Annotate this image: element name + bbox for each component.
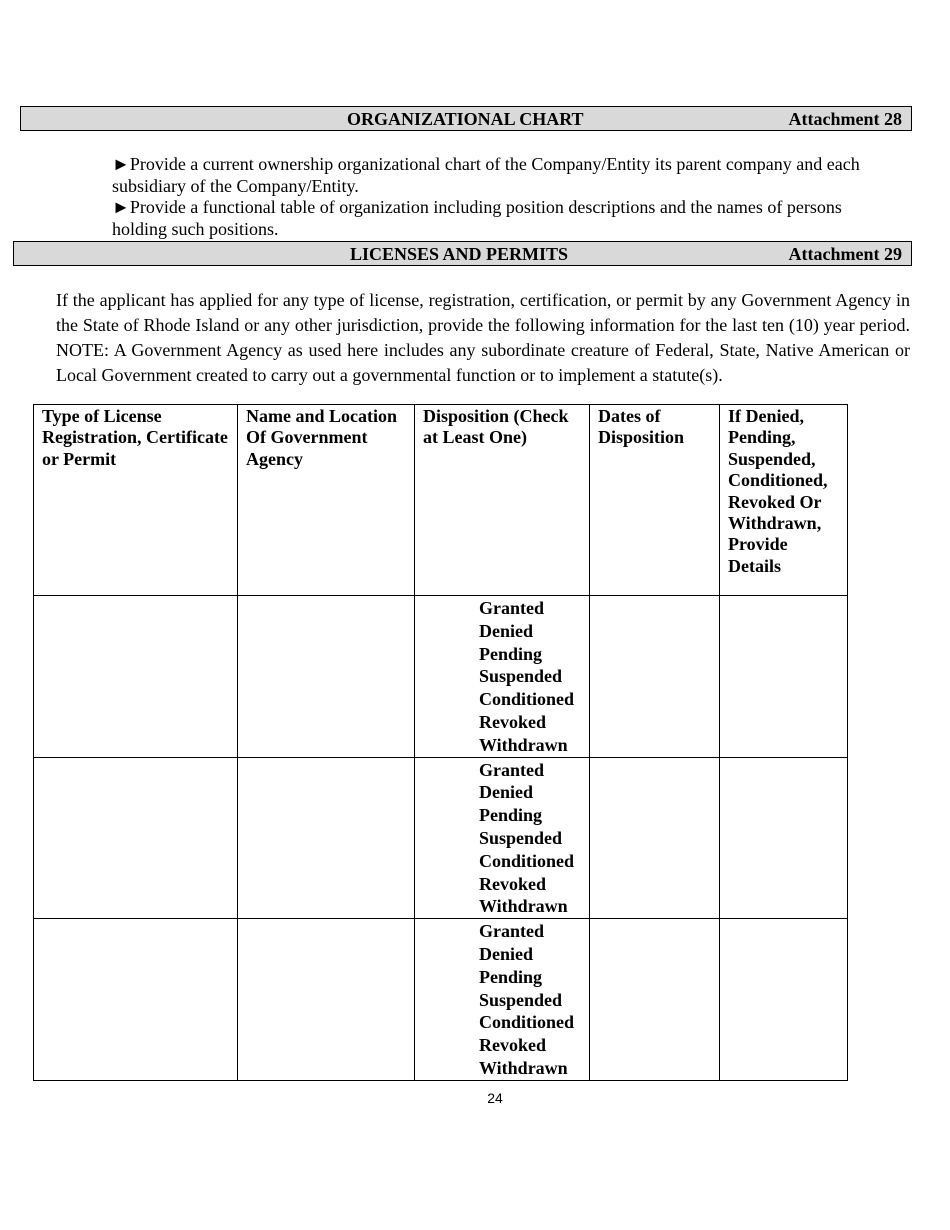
attachment-label: Attachment 28: [788, 109, 902, 129]
disposition-option[interactable]: Withdrawn: [479, 1057, 568, 1078]
disposition-cell: [415, 919, 590, 1081]
details-cell[interactable]: [720, 757, 848, 919]
license-type-cell[interactable]: [34, 596, 238, 758]
disposition-options: [415, 758, 589, 919]
agency-cell[interactable]: [238, 919, 415, 1081]
page-number: 24: [487, 1090, 503, 1106]
disposition-option[interactable]: Pending: [479, 643, 543, 664]
disposition-option[interactable]: Denied: [479, 943, 533, 964]
details-cell[interactable]: [720, 919, 848, 1081]
section-title: LICENSES AND PERMITS: [350, 244, 569, 264]
disposition-option[interactable]: Denied: [479, 782, 533, 803]
dates-cell[interactable]: [590, 757, 720, 919]
disposition-option[interactable]: Pending: [479, 805, 543, 826]
disposition-cell: [415, 596, 590, 758]
disposition-option[interactable]: Conditioned: [479, 689, 575, 710]
instruction-bullet: ►Provide a functional table of organization including position descriptions and the names of persons holding such positions.: [112, 197, 842, 239]
disposition-option[interactable]: Suspended: [479, 827, 563, 848]
attachment-label: Attachment 29: [788, 244, 902, 264]
disposition-cell: [415, 757, 590, 919]
details-cell[interactable]: [720, 596, 848, 758]
disposition-option[interactable]: Conditioned: [479, 1012, 575, 1033]
header-disposition: Disposition (Check at Least One): [415, 405, 590, 596]
license-type-cell[interactable]: [34, 757, 238, 919]
instruction-bullet: ►Provide a current ownership organizational chart of the Company/Entity its parent company and each subsidiary of the Company/Entity.: [112, 154, 860, 196]
header-details: If Denied, Pending, Suspended, Conditioned, Revoked Or Withdrawn, Provide Details: [720, 405, 848, 596]
disposition-option[interactable]: Granted: [479, 598, 544, 618]
agency-cell[interactable]: [238, 596, 415, 758]
dates-cell[interactable]: [590, 596, 720, 758]
intro-paragraph: If the applicant has applied for any type of license, registration, certification, or permit by any Government Agency in the State of Rhode Island or any other jurisdiction, provide the following information for the last ten (10) year period. NOTE: A Government Agency as used here includes any subordinate creature of Federal, State, Native American or Local Government created to carry out a governmental function or to implement a statute(s).: [56, 290, 910, 385]
table-header-row: [34, 405, 848, 596]
disposition-option[interactable]: Granted: [479, 921, 544, 942]
disposition-option[interactable]: Withdrawn: [479, 896, 568, 917]
disposition-option[interactable]: Revoked: [479, 873, 546, 894]
section-title: ORGANIZATIONAL CHART: [347, 109, 584, 129]
disposition-option[interactable]: Granted: [479, 759, 544, 780]
table-row: [34, 596, 848, 758]
table-row: [34, 919, 848, 1081]
license-table: [33, 404, 848, 1081]
header-dates: Dates of Disposition: [590, 405, 720, 596]
disposition-options: [415, 596, 589, 757]
section-header-licenses-permits: [13, 241, 912, 266]
table-row: [34, 757, 848, 919]
disposition-option[interactable]: Suspended: [479, 989, 563, 1010]
dates-cell[interactable]: [590, 919, 720, 1081]
disposition-option[interactable]: Revoked: [479, 711, 546, 732]
section-header-organizational-chart: [20, 106, 912, 131]
disposition-option[interactable]: Suspended: [479, 666, 563, 687]
disposition-option[interactable]: Pending: [479, 966, 543, 987]
disposition-option[interactable]: Withdrawn: [479, 734, 568, 755]
agency-cell[interactable]: [238, 757, 415, 919]
disposition-option[interactable]: Conditioned: [479, 850, 575, 871]
disposition-options: [415, 919, 589, 1080]
header-agency: Name and Location Of Government Agency: [238, 405, 415, 596]
disposition-option[interactable]: Denied: [479, 620, 533, 641]
disposition-option[interactable]: Revoked: [479, 1035, 546, 1056]
license-type-cell[interactable]: [34, 919, 238, 1081]
header-license-type: Type of License Registration, Certificate or Permit: [34, 405, 238, 596]
